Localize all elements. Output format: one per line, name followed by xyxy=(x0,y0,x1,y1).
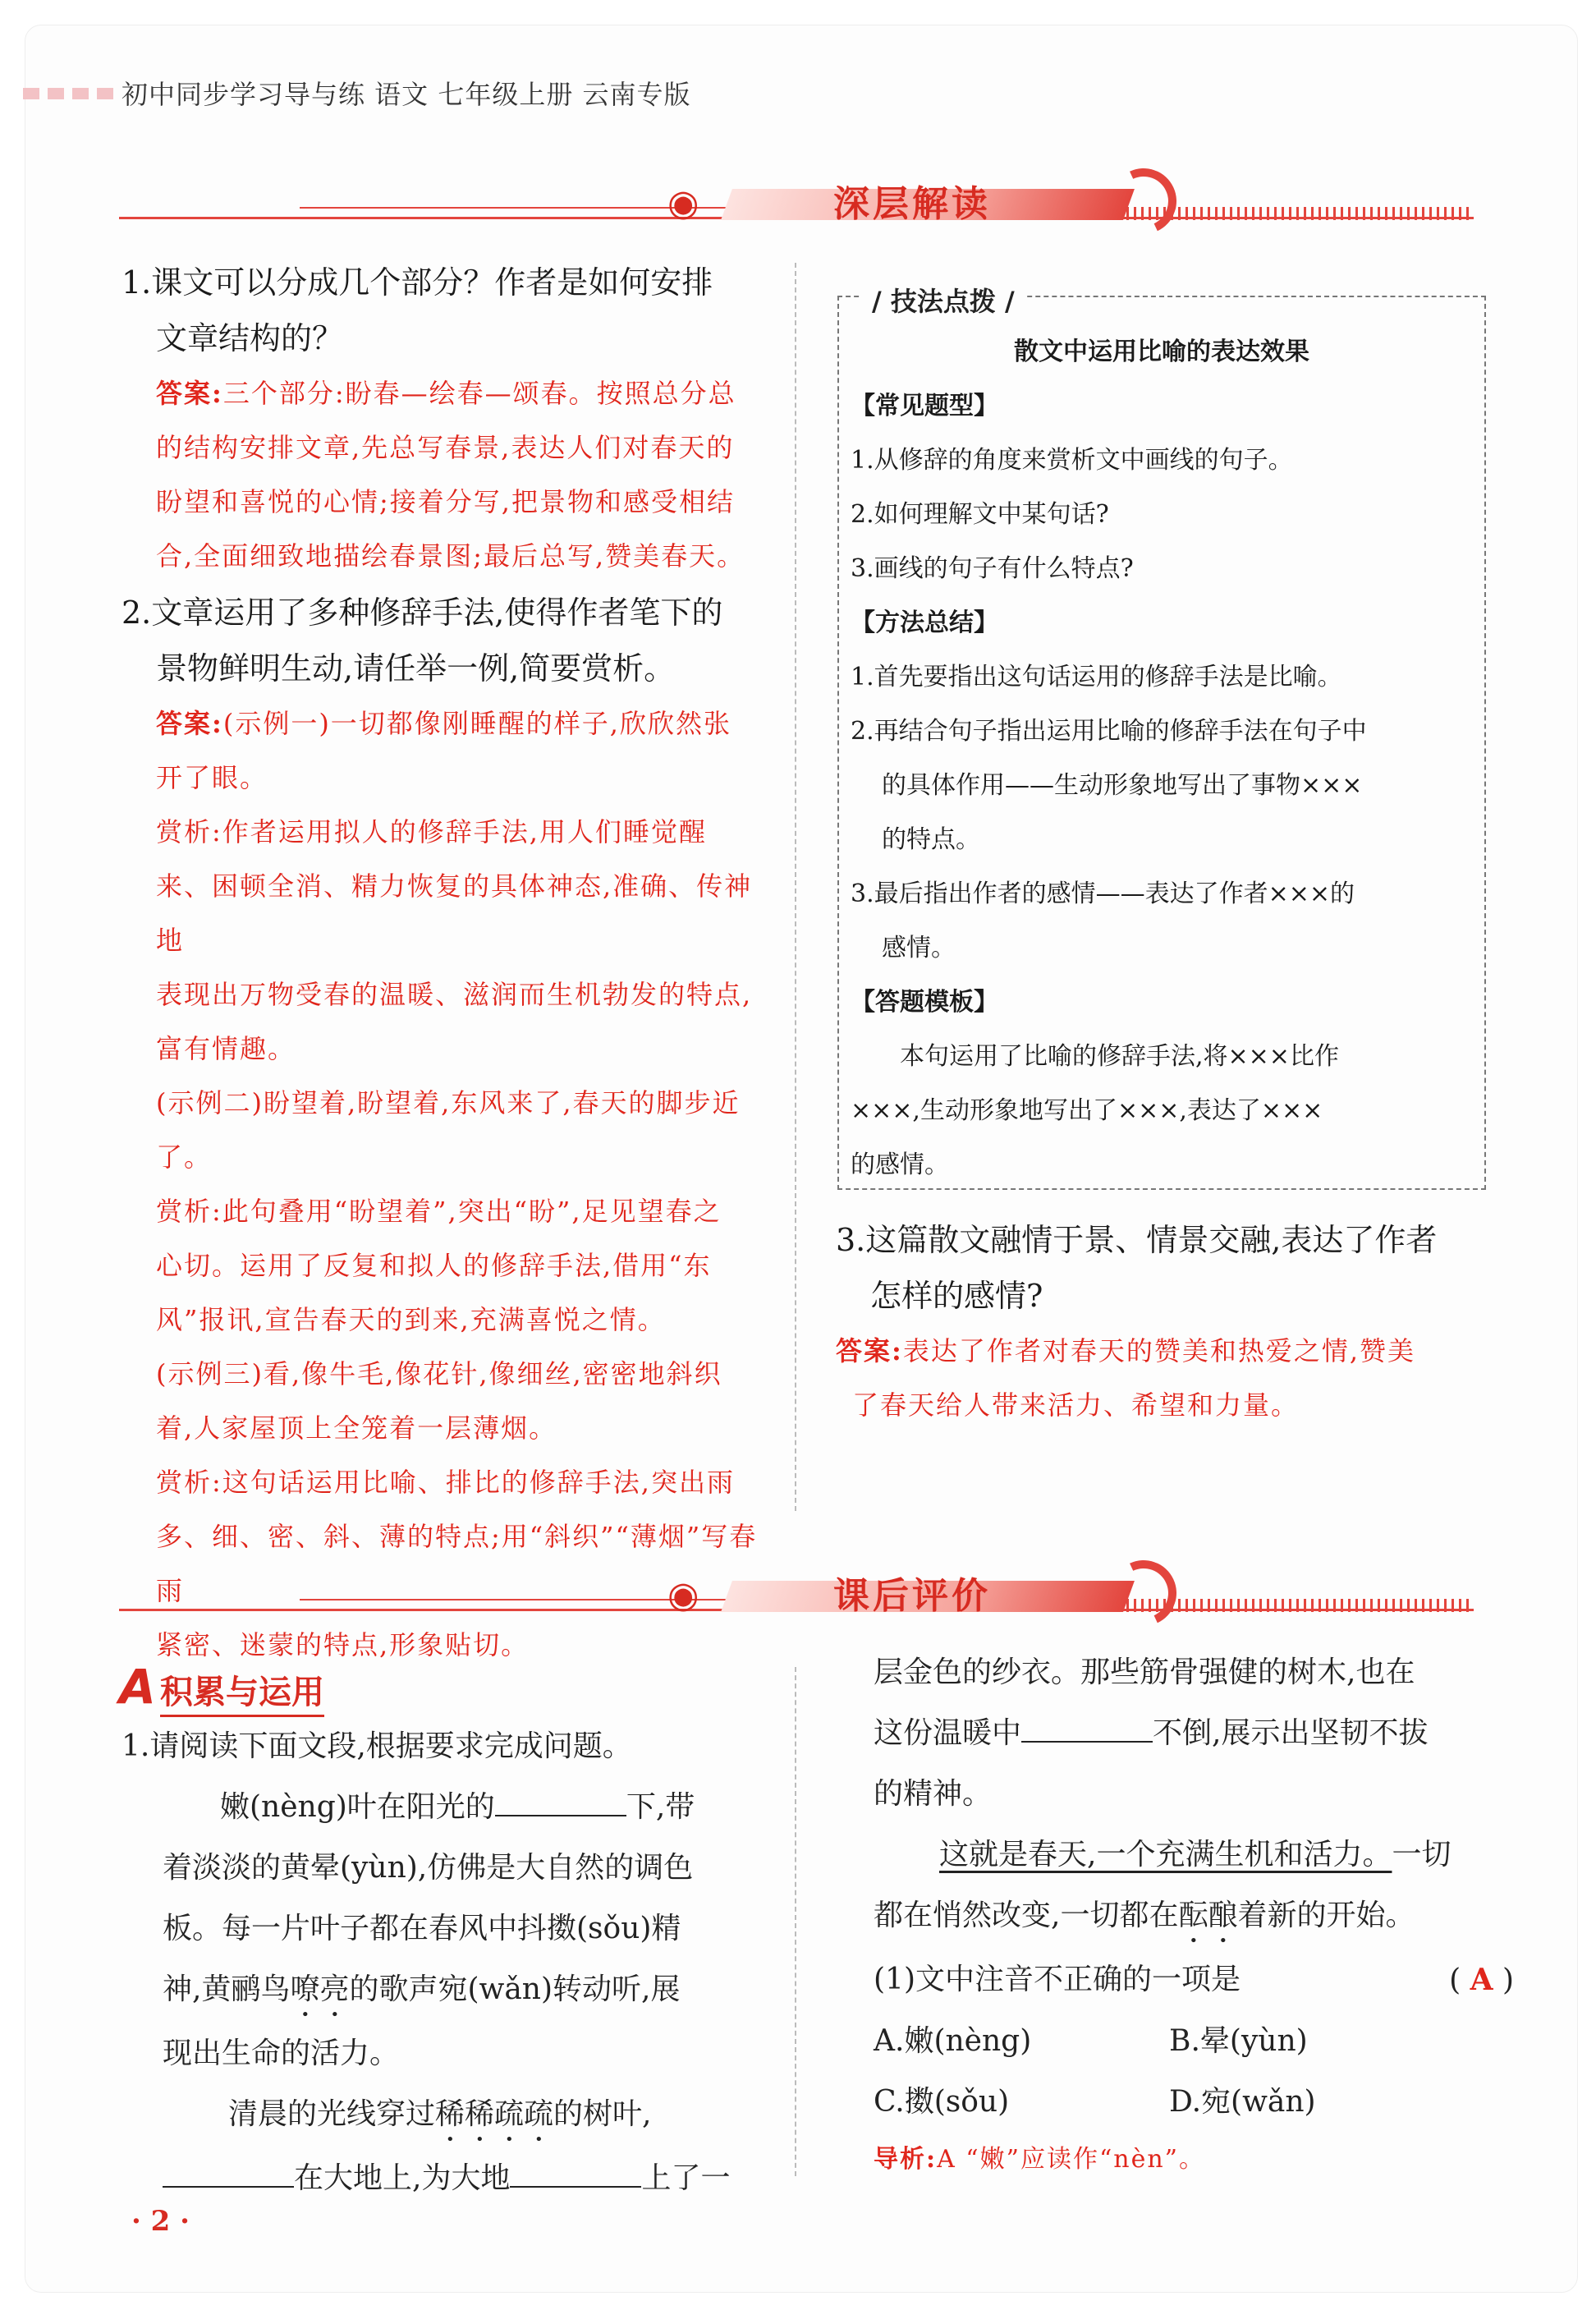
part-a-heading: A 积累与运用 xyxy=(119,1659,324,1715)
options: A.嫩(nèng) B.晕(yùn) C.擞(sǒu) D.宛(wǎn) xyxy=(874,2024,1316,2119)
header-decoration xyxy=(23,87,122,103)
question-3: 3.这篇散文融情于景、情景交融,表达了作者 怎样的感情? xyxy=(836,1222,1438,1314)
column-divider xyxy=(795,1667,796,2176)
running-title: 初中同步学习导与练 语文 七年级上册 云南专版 xyxy=(122,79,691,110)
section-band-deep-reading xyxy=(119,164,1474,238)
answer-2: 答案:(示例一)一切都像刚睡醒的样子,欣欣然张 开了眼。 赏析:作者运用拟人的修辞手法,用人们睡觉醒 来、困顿全消、精力恢复的具体神态,准确、传神地 表现出万物受春的温暖、滋润而生机勃发的特点, 富有情趣。 (示例二)盼望着,盼望着,东风来了,春天的脚步近了。 赏析:此句叠用“盼望着”,突出“盼”,足见望春之 心切。运用了反复和拟人的修辞手法,借用“东 风”报讯,宣告春天的到来,充满喜悦之情。 (示例三)看,像牛毛,像花针,像细丝,密密地斜织 着,人家屋顶上全笼着一层薄烟。 赏析:这句话运用比喻、排比的修辞手法,突出雨 多、细、密、斜、薄的特点;用“斜织”“薄烟”写春雨 紧密、迷蒙的特点,形象贴切。 xyxy=(156,708,758,1660)
column-divider xyxy=(795,263,796,1511)
exercise-1-right: 层金色的纱衣。那些筋骨强健的树木,也在 这份温暖中 不倒,展示出坚韧不拔 的精神。 这就是春天,一个充满生机和活力。一切 都在悄然改变,一切都在酝酿着新的开始。 (1)文中注音不正确的一项是 ( A ) A.嫩(nèng) B.晕(yùn) C.擞(sǒu) D.宛(wǎn) 导析:A “嫩”应读作“nèn”。 xyxy=(874,1642,1514,2187)
blank-3[interactable] xyxy=(510,2165,641,2188)
tip-heading: 散文中运用比喻的表达效果 xyxy=(1014,338,1309,366)
guide-note: 导析:A “嫩”应读作“nèn”。 xyxy=(874,2145,1206,2174)
sub1-answer: A xyxy=(1470,1963,1493,1997)
tip-box: / 技法点拨 / 散文中运用比喻的表达效果 【常见题型】 1.从修辞的角度来赏析文中画线的句子。 2.如何理解文中某句话? 3.画线的句子有什么特点? 【方法总结】 1.首先要指出这句话运用的修辞手法是比喻。 2.再结合句子指出运用比喻的修辞手法在句子中 的具体作用——生动形象地写出了事物××× 的特点。 3.最后指出作者的感情——表达了作者×××的 感情。 【答题模板】 本句运用了比喻的修辞手法,将×××比作 ×××,生动形象地写出了×××,表达了××× 的感情。 xyxy=(837,296,1486,1190)
section-title: 深层解读 xyxy=(833,183,991,225)
question-1: 1.课文可以分成几个部分？作者是如何安排 文章结构的？ xyxy=(122,264,713,356)
blank-2[interactable] xyxy=(163,2165,294,2188)
answer-3: 答案:表达了作者对春天的赞美和热爱之情,赞美 了春天给人带来活力、希望和力量。 xyxy=(836,1335,1416,1421)
question-2: 2.文章运用了多种修辞手法,使得作者笔下的 景物鲜明生动,请任举一例,简要赏析。 xyxy=(122,595,723,687)
blank-4[interactable] xyxy=(1021,1720,1153,1743)
eye-icon: ◉ xyxy=(667,182,699,224)
answer-1: 答案:三个部分:盼春—绘春—颂春。按照总分总 的结构安排文章,先总写春景,表达人们对春天的 盼望和喜悦的心情;接着分写,把景物和感受相结 合,全面细致地描绘春景图;最后总写,赞美春天。 xyxy=(156,378,745,572)
question-3-block xyxy=(836,1212,1493,1432)
tip-tag: / 技法点拨 / xyxy=(862,281,1025,319)
left-column-deep-reading xyxy=(122,255,778,1672)
arc-decoration-icon xyxy=(1102,159,1186,244)
page-number: · 2 · xyxy=(131,2205,190,2238)
arc-decoration-icon xyxy=(1102,1551,1186,1636)
section-title: 课后评价 xyxy=(833,1575,991,1617)
section-band-after-class xyxy=(119,1556,1474,1630)
exercise-1-left: 1.请阅读下面文段,根据要求完成问题。 嫩(nèng)叶在阳光的 下,带 着淡淡的黄晕(yùn),仿佛是大自然的调色 板。每一片叶子都在春风中抖擞(sǒu)精 神,黄鹂鸟嘹亮的歌声宛(wǎn)转动听,展 现出生命的活力。 清晨的光线穿过稀稀疏疏的树叶, 在大地上,为大地 上了一 xyxy=(122,1729,731,2195)
eye-icon: ◉ xyxy=(667,1574,699,1616)
blank-1[interactable] xyxy=(495,1793,626,1816)
